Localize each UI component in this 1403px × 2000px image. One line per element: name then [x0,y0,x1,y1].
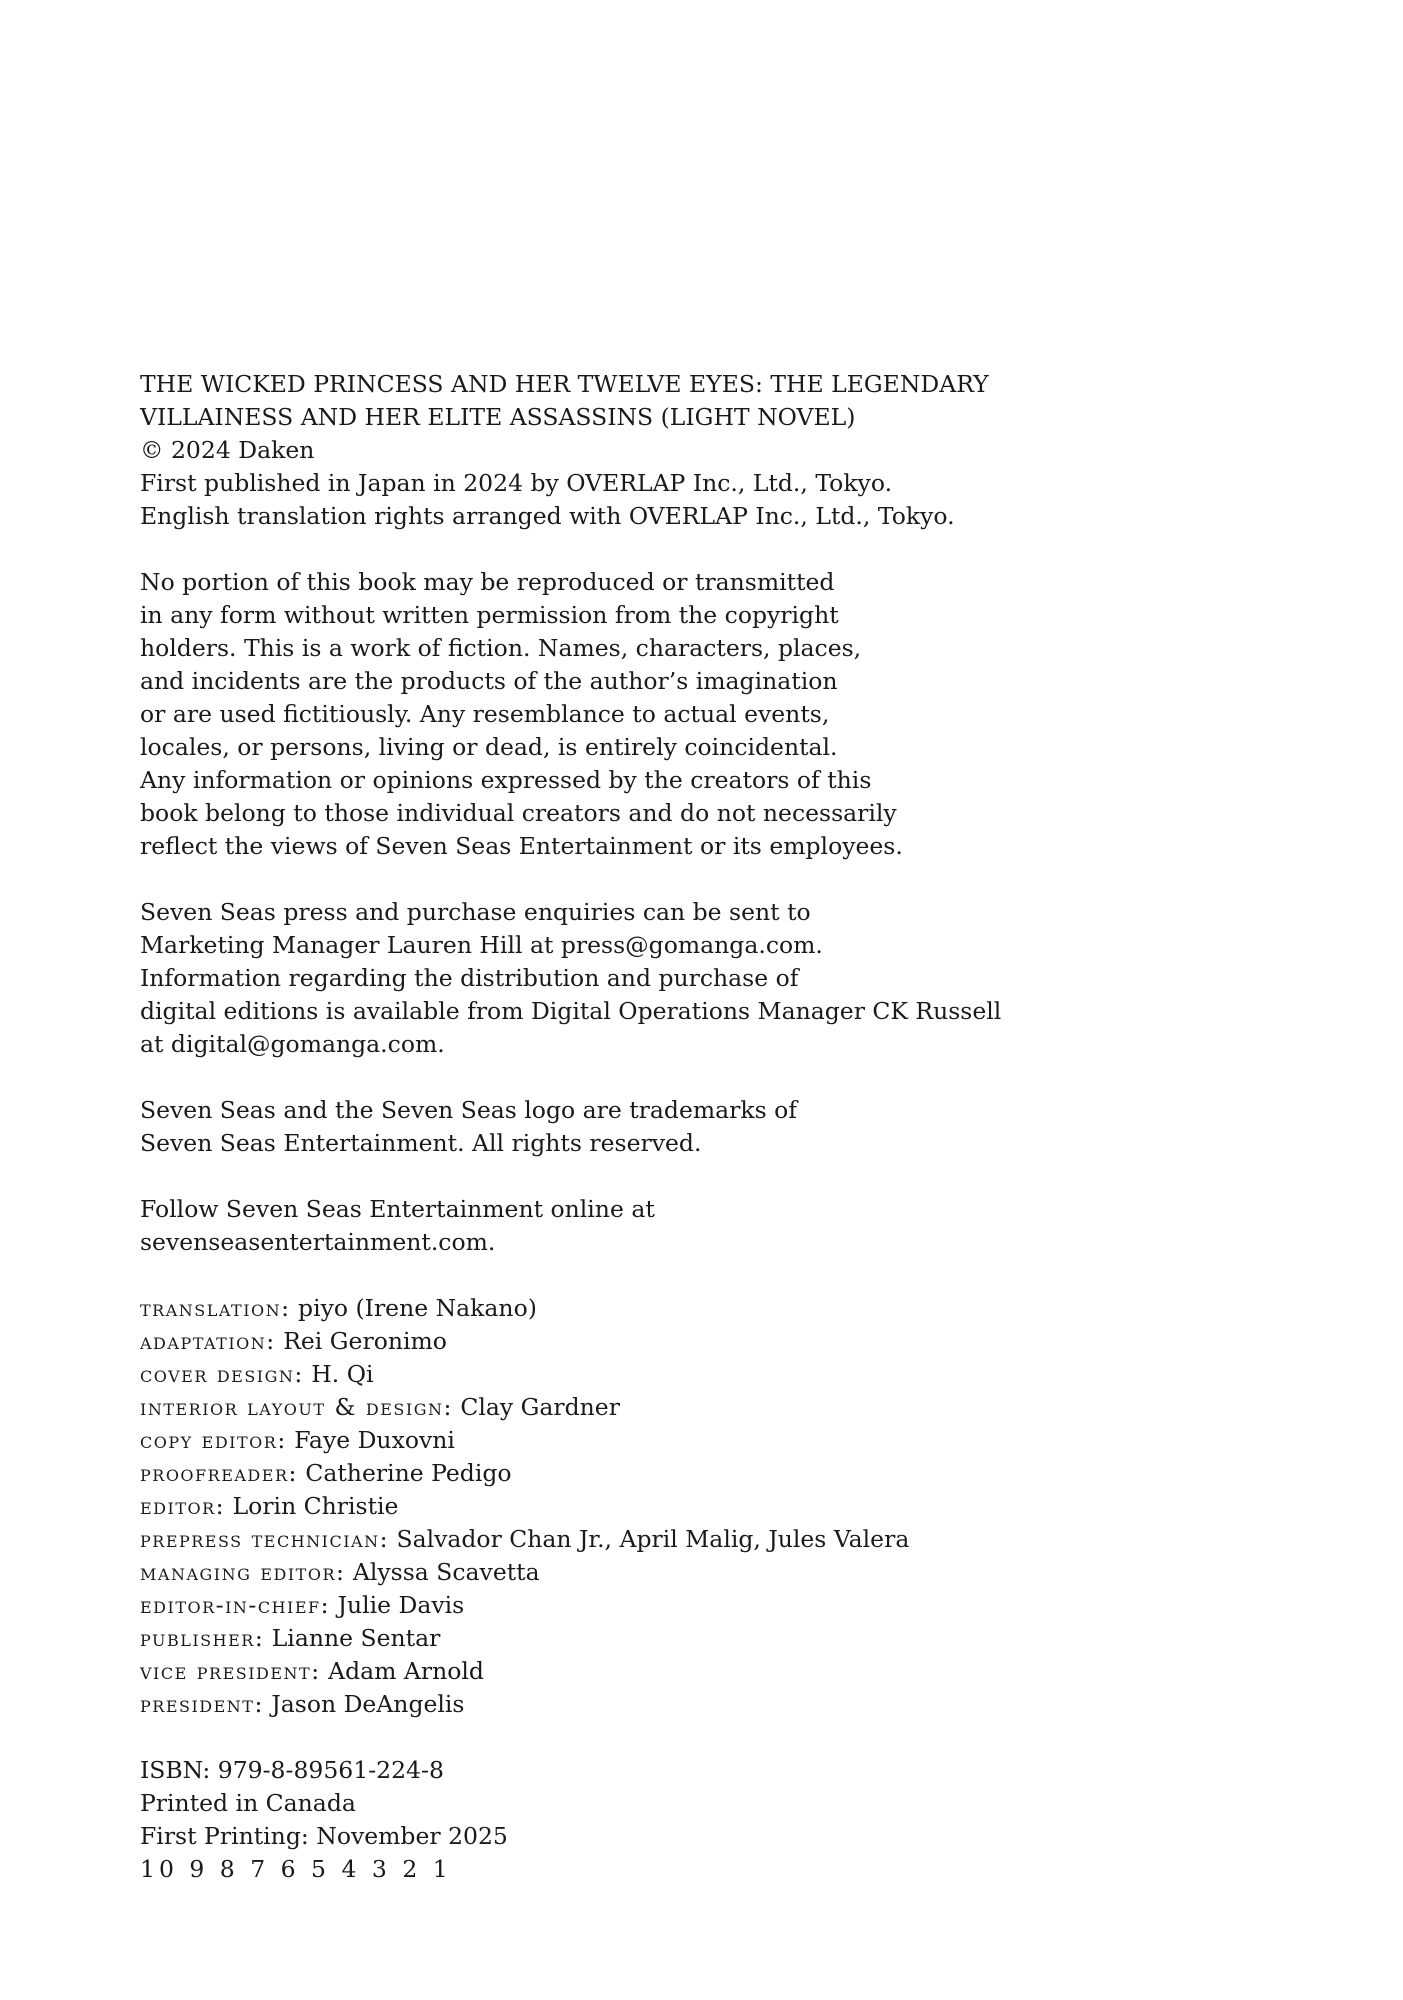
print-block [140,1754,1260,1886]
credit-role: cover design: [140,1360,304,1388]
print-line: 10 9 8 7 6 5 4 3 2 1 [140,1855,452,1883]
credit-role: adaptation: [140,1327,276,1355]
credit-role: vice president: [140,1657,321,1685]
title-line-2: VILLAINESS AND HER ELITE ASSASSINS (LIGHT NOVEL) [140,403,856,431]
credit-name: Julie Davis [330,1591,465,1619]
first-published-line: First published in Japan in 2024 by OVERLAP Inc., Ltd., Tokyo. [140,469,893,497]
credit-proofreader [140,1457,1260,1490]
credit-role: prepress technician: [140,1525,389,1553]
credit-president [140,1688,1260,1721]
press-line: Information regarding the distribution and purchase of [140,964,799,992]
rights-line: book belong to those individual creators and do not necessarily [140,799,897,827]
credit-editor [140,1490,1260,1523]
credit-copy-editor [140,1424,1260,1457]
press-line: digital editions is available from Digital Operations Manager CK Russell [140,997,1002,1025]
isbn: ISBN: 979-8-89561-224-8 [140,1756,444,1784]
credit-role: president: [140,1690,264,1718]
trademark-block [140,1094,1260,1160]
printed-in: Printed in Canada [140,1789,356,1817]
credit-adaptation [140,1325,1260,1358]
credit-managing-editor [140,1556,1260,1589]
credit-vice-president [140,1655,1260,1688]
credit-role: publisher: [140,1624,265,1652]
credit-role: copy editor: [140,1426,287,1454]
press-line: Marketing Manager Lauren Hill at press@gomanga.com. [140,931,823,959]
website-line: sevenseasentertainment.com. [140,1228,496,1256]
credit-name: Rei Geronimo [275,1327,447,1355]
rights-block [140,566,1260,863]
rights-line: and incidents are the products of the author’s imagination [140,667,838,695]
credit-role: proofreader: [140,1459,298,1487]
trademark-line: Seven Seas and the Seven Seas logo are trademarks of [140,1096,798,1124]
credit-cover-design [140,1358,1260,1391]
credits-block [140,1292,1260,1721]
credit-interior-layout [140,1391,1260,1424]
credit-role: translation: [140,1294,291,1322]
title-block [140,368,1260,533]
rights-line: or are used fictitiously. Any resemblance to actual events, [140,700,830,728]
credit-name: Lorin Christie [225,1492,399,1520]
credit-name: piyo (Irene Nakano) [290,1294,537,1322]
translation-rights-line: English translation rights arranged with OVERLAP Inc., Ltd., Tokyo. [140,502,955,530]
credit-role: managing editor: [140,1558,346,1586]
credit-name: Salvador Chan Jr., April Malig, Jules Valera [389,1525,910,1553]
rights-line: Any information or opinions expressed by the creators of this [140,766,872,794]
credit-publisher [140,1622,1260,1655]
press-block [140,896,1260,1061]
credit-name: Catherine Pedigo [297,1459,512,1487]
first-printing: First Printing: November 2025 [140,1822,508,1850]
rights-line: locales, or persons, living or dead, is entirely coincidental. [140,733,838,761]
credit-role: editor: [140,1492,226,1520]
credit-name: Alyssa Scavetta [345,1558,540,1586]
press-line: at digital@gomanga.com. [140,1030,445,1058]
follow-block [140,1193,1260,1259]
rights-line: reflect the views of Seven Seas Entertainment or its employees. [140,832,903,860]
copyright-notice: © 2024 Daken [140,436,315,464]
rights-line: No portion of this book may be reproduced or transmitted [140,568,835,596]
credit-name: Jason DeAngelis [263,1690,465,1718]
credit-name: Clay Gardner [452,1393,620,1421]
credit-name: Faye Duxovni [286,1426,455,1454]
title-line-1: THE WICKED PRINCESS AND HER TWELVE EYES: THE LEGENDARY [140,370,989,398]
credit-name: Lianne Sentar [264,1624,441,1652]
rights-line: holders. This is a work of fiction. Names, characters, places, [140,634,862,662]
press-line: Seven Seas press and purchase enquiries can be sent to [140,898,811,926]
credit-name: Adam Arnold [320,1657,484,1685]
credit-role: editor-in-chief: [140,1591,331,1619]
credit-prepress-technician [140,1523,1260,1556]
credit-name: H. Qi [303,1360,374,1388]
copyright-page [140,368,1260,1886]
credit-translation [140,1292,1260,1325]
rights-line: in any form without written permission from the copyright [140,601,839,629]
follow-line: Follow Seven Seas Entertainment online at [140,1195,655,1223]
credit-role: interior layout & design: [140,1393,453,1421]
credit-editor-in-chief [140,1589,1260,1622]
trademark-line: Seven Seas Entertainment. All rights reserved. [140,1129,702,1157]
